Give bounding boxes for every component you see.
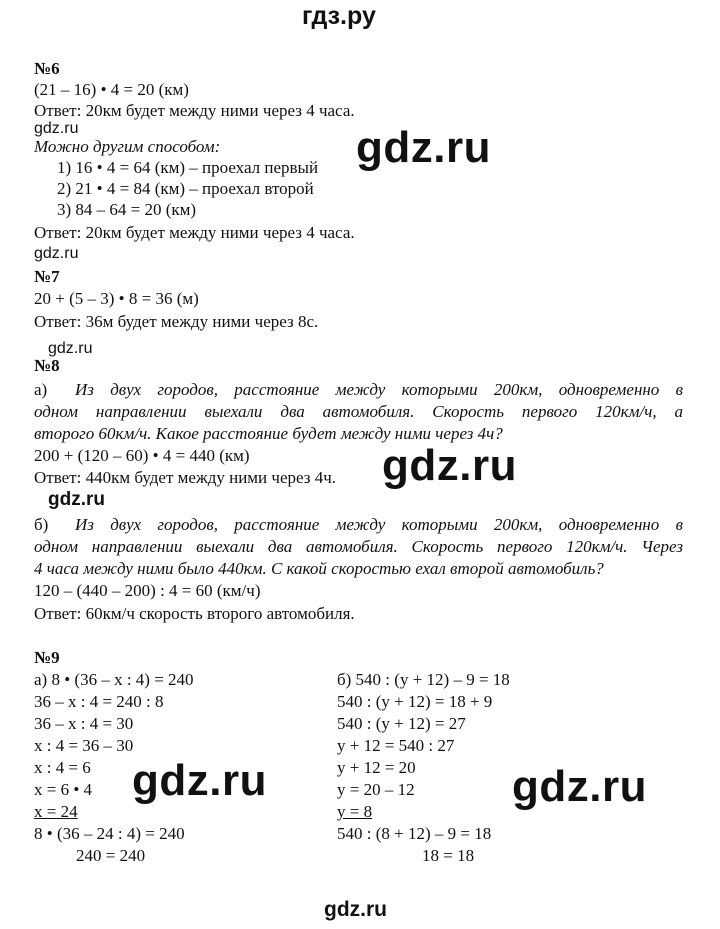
task8-title: №8: [34, 356, 60, 375]
task9-right-line: 540 : (у + 12) = 27: [337, 714, 466, 733]
task9-title: №9: [34, 648, 60, 667]
task8-b-text1: Из двух городов, расстояние между которыми 200км, одновременно в: [75, 515, 683, 534]
footer-site: gdz.ru: [324, 898, 387, 921]
watermark-small: gdz.ru: [34, 245, 79, 262]
task7-title: №7: [34, 267, 60, 286]
task6-title: №6: [34, 59, 60, 78]
watermark-small: gdz.ru: [48, 340, 93, 357]
task8-b-text3: 4 часа между ними было 440км. С какой скоростью ехал второй автомобиль?: [34, 559, 604, 578]
task8-a-text2: одном направлении выехали два автомобиля. Скорость первого 120км/ч, а: [34, 402, 683, 421]
watermark-big: gdz.ru: [512, 762, 647, 811]
task9-left-line: а) 8 • (36 – х : 4) = 240: [34, 670, 194, 689]
task9-right-check-result: 18 = 18: [422, 846, 475, 865]
watermark-small: gdz.ru: [34, 120, 79, 137]
task9-left-result: х = 24: [34, 802, 78, 821]
task9-left-line: 36 – х : 4 = 30: [34, 714, 134, 733]
task8-b-calc: 120 – (440 – 200) : 4 = 60 (км/ч): [34, 581, 261, 600]
task9-left-line: х : 4 = 6: [34, 758, 91, 777]
task9-right-check: 540 : (8 + 12) – 9 = 18: [337, 824, 492, 843]
task6-answer2: Ответ: 20км будет между ними через 4 часа.: [34, 223, 355, 242]
task9-right-line: у + 12 = 540 : 27: [337, 736, 455, 755]
task9-right-line: 540 : (у + 12) = 18 + 9: [337, 692, 493, 711]
task6-step2: 2) 21 • 4 = 84 (км) – проехал второй: [57, 179, 314, 198]
task6-step1: 1) 16 • 4 = 64 (км) – проехал первый: [57, 158, 319, 177]
watermark-big: gdz.ru: [382, 441, 517, 490]
watermark-big: gdz.ru: [356, 123, 491, 172]
task9-right-line: б) 540 : (у + 12) – 9 = 18: [337, 670, 510, 689]
task9-left-check-result: 240 = 240: [76, 846, 146, 865]
watermark-small-bold: gdz.ru: [48, 489, 105, 510]
task9-right-line: у + 12 = 20: [337, 758, 416, 777]
task9-left-line: х : 4 = 36 – 30: [34, 736, 134, 755]
task9-left-line: 36 – х : 4 = 240 : 8: [34, 692, 164, 711]
task8-a-label: а): [34, 380, 48, 399]
task9-left-line: х = 6 • 4: [34, 780, 93, 799]
task6-answer1: Ответ: 20км будет между ними через 4 часа.: [34, 101, 355, 120]
task8-a-text1: Из двух городов, расстояние между которыми 200км, одновременно в: [75, 380, 683, 399]
task8-b-label: б): [34, 515, 49, 534]
task8-a-text3: второго 60км/ч. Какое расстояние будет между ними через 4ч?: [34, 424, 503, 443]
task6-step3: 3) 84 – 64 = 20 (км): [57, 200, 197, 219]
task7-line1: 20 + (5 – 3) • 8 = 36 (м): [34, 289, 199, 308]
task7-answer: Ответ: 36м будет между ними через 8с.: [34, 312, 319, 331]
task9-right-line: у = 20 – 12: [337, 780, 415, 799]
task9-left-check: 8 • (36 – 24 : 4) = 240: [34, 824, 185, 843]
task8-a-calc: 200 + (120 – 60) • 4 = 440 (км): [34, 446, 250, 465]
task6-line1: (21 – 16) • 4 = 20 (км): [34, 80, 189, 99]
watermark-big: gdz.ru: [132, 756, 267, 805]
header-site-title: гдз.ру: [302, 2, 376, 30]
task6-alt-title: Можно другим способом:: [34, 137, 221, 156]
task8-b-text2: одном направлении выехали два автомобиля. Скорость первого 120км/ч. Через: [34, 537, 683, 556]
task8-b-answer: Ответ: 60км/ч скорость второго автомобиля.: [34, 604, 355, 623]
task8-a-answer: Ответ: 440км будет между ними через 4ч.: [34, 468, 337, 487]
task9-right-result: у = 8: [337, 802, 373, 821]
